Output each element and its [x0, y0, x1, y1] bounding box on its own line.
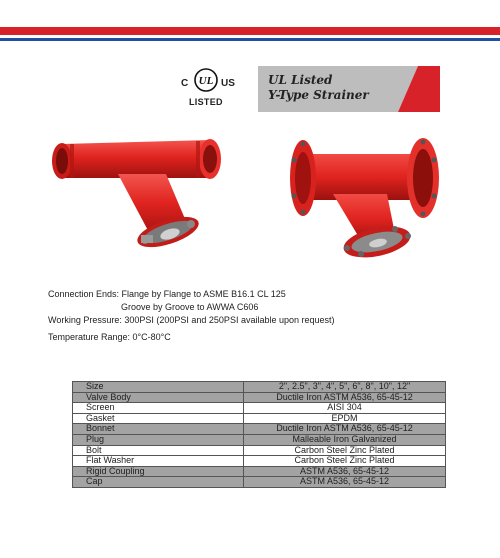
row-label: Rigid Coupling [73, 466, 244, 477]
table-row [73, 434, 446, 445]
ul-listed-logo [181, 66, 239, 110]
row-label: Size [73, 382, 244, 393]
table-row [73, 477, 446, 488]
flanged-strainer-image [277, 130, 452, 268]
row-label: Valve Body [73, 392, 244, 403]
table-row [73, 424, 446, 435]
row-value: ASTM A536, 65-45-12 [244, 477, 446, 488]
table-row [73, 456, 446, 467]
row-value: Ductile Iron ASTM A536, 65-45-12 [244, 392, 446, 403]
table-row [73, 466, 446, 477]
banner-title-line1: UL Listed [268, 73, 333, 87]
row-value: Malleable Iron Galvanized [244, 434, 446, 445]
row-value: Ductile Iron ASTM A536, 65-45-12 [244, 424, 446, 435]
ul-circle-icon [194, 68, 218, 92]
table-row [73, 403, 446, 414]
specifications-text [48, 288, 335, 344]
table-row [73, 392, 446, 403]
row-label: Flat Washer [73, 456, 244, 467]
working-pressure-line: Working Pressure: 300PSI (200PSI and 250PSI available upon request) [48, 315, 335, 325]
top-red-stripe [0, 27, 500, 35]
table-row [73, 445, 446, 456]
row-label: Plug [73, 434, 244, 445]
title-banner [258, 66, 440, 112]
connection-ends-line-2: Groove by Groove to AWWA C606 [121, 302, 259, 312]
row-label: Screen [73, 403, 244, 414]
top-blue-stripe [0, 38, 500, 41]
table-row [73, 382, 446, 393]
row-value: ASTM A536, 65-45-12 [244, 466, 446, 477]
table-row [73, 413, 446, 424]
row-label: Cap [73, 477, 244, 488]
row-value: AISI 304 [244, 403, 446, 414]
banner-title-line2: Y-Type Strainer [268, 88, 369, 102]
connection-ends-line: Connection Ends: Flange by Flange to ASME B16.1 CL 125 [48, 289, 286, 299]
row-label: Bolt [73, 445, 244, 456]
ul-listed-label: LISTED [189, 97, 223, 107]
row-label: Gasket [73, 413, 244, 424]
row-label: Bonnet [73, 424, 244, 435]
grooved-strainer-image [48, 134, 228, 260]
row-value: EPDM [244, 413, 446, 424]
temperature-range-line: Temperature Range: 0°C-80°C [48, 332, 171, 342]
ul-mark-text: UL [198, 75, 214, 87]
banner-title [268, 73, 369, 103]
row-value: 2", 2.5", 3", 4", 5", 6", 8", 10", 12" [244, 382, 446, 393]
row-value: Carbon Steel Zinc Plated [244, 456, 446, 467]
ul-c-mark: C [181, 78, 189, 89]
ul-us-mark: US [221, 78, 235, 89]
row-value: Carbon Steel Zinc Plated [244, 445, 446, 456]
materials-table [72, 381, 446, 488]
